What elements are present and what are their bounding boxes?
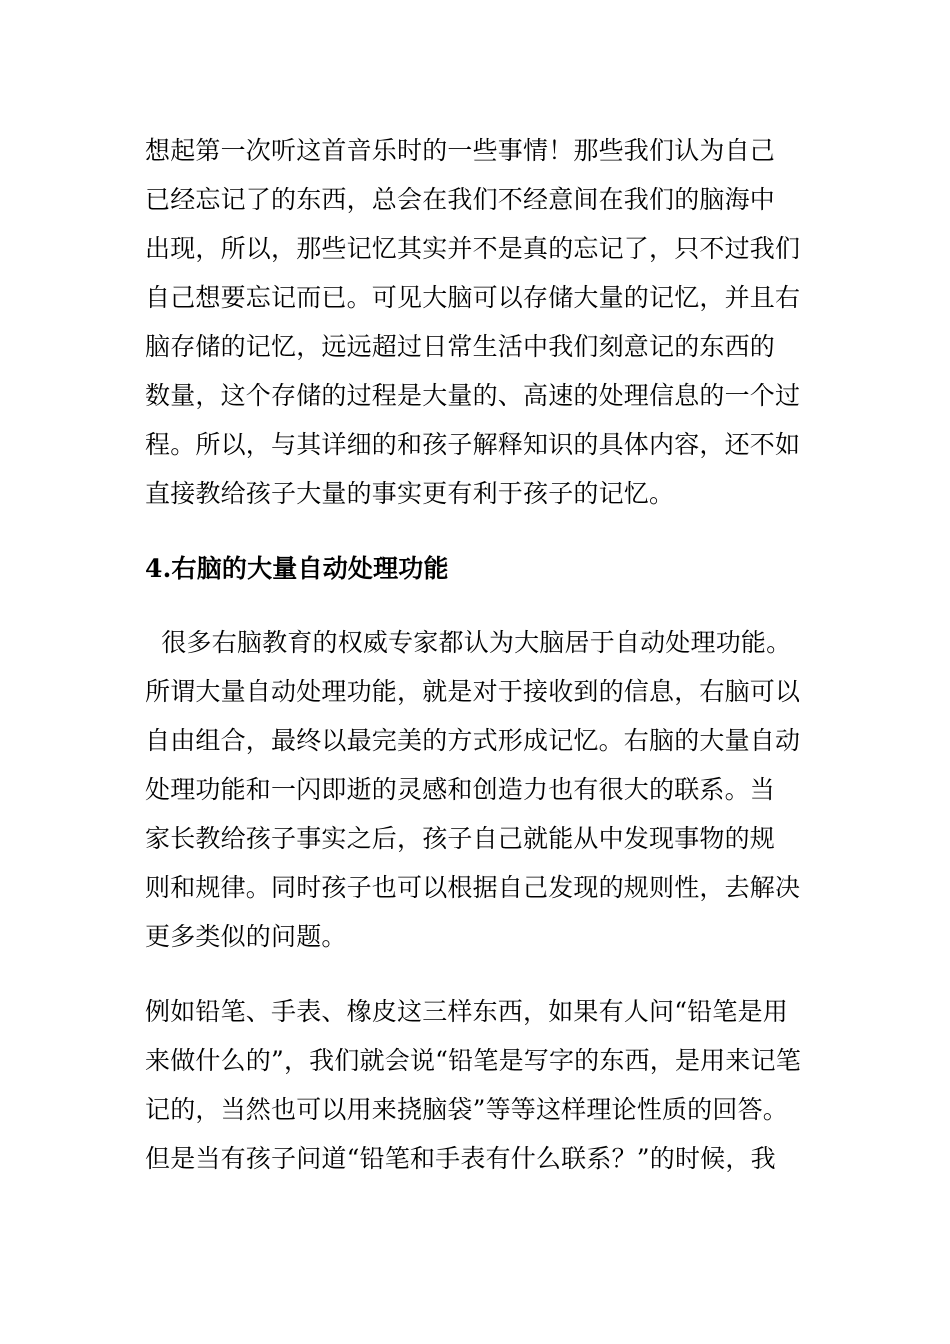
paragraph-1 (145, 126, 815, 518)
text-line: 例如铅笔、手表、橡皮这三样东西，如果有人问“铅笔是用 (145, 997, 788, 1026)
text-line: 来做什么的”，我们就会说“铅笔是写字的东西，是用来记笔 (145, 1046, 801, 1075)
text-line: 自由组合，最终以最完美的方式形成记忆。右脑的大量自动 (145, 726, 801, 755)
text-line: 数量，这个存储的过程是大量的、高速的处理信息的一个过 (145, 381, 801, 410)
text-line: 处理功能和一闪即逝的灵感和创造力也有很大的联系。当 (145, 775, 776, 804)
text-line: 记的，当然也可以用来挠脑袋”等等这样理论性质的回答。 (145, 1095, 788, 1124)
text-line: 程。所以，与其详细的和孩子解释知识的具体内容，还不如 (145, 430, 801, 459)
paragraph-2 (145, 618, 815, 961)
text-line: 则和规律。同时孩子也可以根据自己发现的规则性，去解决 (145, 873, 801, 902)
text-line: 想起第一次听这首音乐时的一些事情！那些我们认为自己 (145, 136, 776, 165)
text-line: 脑存储的记忆，远远超过日常生活中我们刻意记的东西的 (145, 332, 776, 361)
heading-line: 4.右脑的大量自动处理功能 (145, 554, 449, 583)
text-line: 自己想要忘记而已。可见大脑可以存储大量的记忆，并且右 (145, 283, 801, 312)
text-line: 出现，所以，那些记忆其实并不是真的忘记了，只不过我们 (145, 234, 801, 263)
text-line: 已经忘记了的东西，总会在我们不经意间在我们的脑海中 (145, 185, 776, 214)
text-line: 家长教给孩子事实之后，孩子自己就能从中发现事物的规 (145, 824, 776, 853)
text-line: 直接教给孩子大量的事实更有利于孩子的记忆。 (145, 479, 675, 508)
text-line: 很多右脑教育的权威专家都认为大脑居于自动处理功能。 (145, 628, 792, 657)
paragraph-3 (145, 987, 815, 1183)
text-line: 但是当有孩子问道“铅笔和手表有什么联系？”的时候，我 (145, 1144, 776, 1173)
text-line: 更多类似的问题。 (145, 922, 347, 951)
section-heading (145, 544, 815, 593)
text-line: 所谓大量自动处理功能，就是对于接收到的信息，右脑可以 (145, 677, 801, 706)
